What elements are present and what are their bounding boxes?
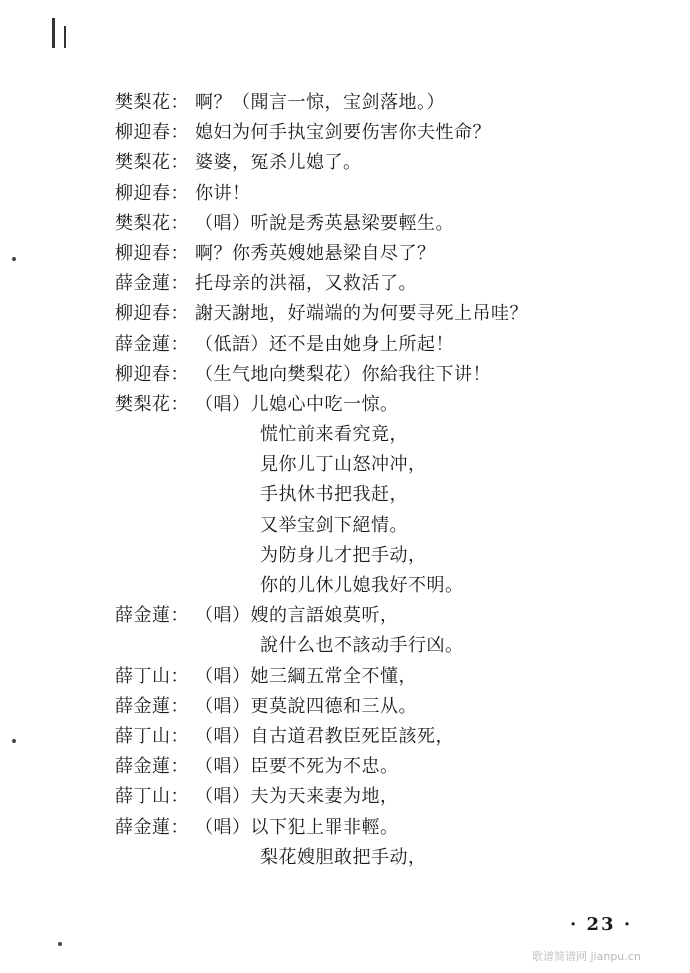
speech-text: （唱）夫为天来妻为地，: [195, 786, 399, 808]
speaker-name: 柳迎春：: [115, 242, 189, 264]
speaker-name: 薛金蓮：: [115, 273, 189, 295]
speaker-name: 柳迎春：: [115, 303, 189, 325]
speaker-name: 樊梨花：: [115, 393, 189, 415]
dialogue-line: [115, 148, 655, 178]
speaker-name: 薛丁山：: [115, 725, 189, 747]
dialogue-line: [115, 450, 655, 480]
speech-text: （唱）自古道君教臣死臣該死，: [195, 725, 454, 747]
speech-text: （唱）听說是秀英悬梁要輕生。: [195, 212, 454, 234]
dialogue-line: [115, 692, 655, 722]
dialogue-line: [115, 813, 655, 843]
speech-text: 謝天謝地，好端端的为何要寻死上吊哇？: [195, 303, 528, 325]
dialogue-line: [115, 420, 655, 450]
speech-text: 你的儿休儿媳我好不明。: [260, 575, 464, 596]
dialogue-line: [115, 269, 655, 299]
dialogue-line: [115, 209, 655, 239]
speech-text: （低語）还不是由她身上所起！: [195, 333, 454, 355]
speaker-name: 樊梨花：: [115, 92, 189, 113]
speaker-name: 薛金蓮：: [115, 816, 189, 838]
speaker-name: 薛金蓮：: [115, 695, 189, 717]
dialogue-line: [115, 511, 655, 541]
speech-text: 說什么也不該动手行凶。: [260, 635, 464, 657]
speech-text: 又举宝剑下絕情。: [260, 514, 408, 536]
dialogue-line: [115, 239, 655, 269]
scan-dot: [12, 739, 16, 743]
speech-text: 托母亲的洪福，又救活了。: [195, 273, 417, 295]
dialogue-line: [115, 601, 655, 631]
scan-mark: [64, 26, 66, 48]
scan-dot: [12, 257, 16, 261]
dialogue-line: [115, 299, 655, 329]
speaker-name: 薛金蓮：: [115, 605, 189, 627]
dialogue-line: [115, 480, 655, 510]
dialogue-line: [115, 360, 655, 390]
dialogue-line: [115, 722, 655, 752]
speaker-name: 柳迎春：: [115, 363, 189, 385]
dialogue-line: [115, 88, 655, 118]
speech-text: （唱）更莫說四德和三从。: [195, 695, 417, 717]
speech-text: 啊？你秀英嫂她悬梁自尽了？: [195, 242, 436, 264]
speech-text: 婆婆，冤杀儿媳了。: [195, 152, 362, 174]
speech-text: （唱）嫂的言語娘莫听，: [195, 605, 399, 627]
watermark: 歌谱简谱网 jianpu.cn: [532, 950, 641, 963]
speaker-name: 樊梨花：: [115, 212, 189, 234]
dialogue-line: [115, 390, 655, 420]
dialogue-line: [115, 571, 655, 601]
dialogue-line: [115, 330, 655, 360]
speaker-name: 薛丁山：: [115, 665, 189, 687]
speech-text: 媳妇为何手执宝剑要伤害你夫性命？: [195, 122, 491, 144]
speech-text: （唱）臣要不死为不忠。: [195, 756, 399, 778]
speech-text: （唱）以下犯上罪非輕。: [195, 816, 399, 838]
dialogue-lines: [115, 88, 655, 873]
speech-text: 为防身儿才把手动，: [260, 544, 427, 566]
dialogue-line: [115, 782, 655, 812]
speech-text: （生气地向樊梨花）你給我往下讲！: [195, 363, 491, 385]
dialogue-line: [115, 752, 655, 782]
speech-text: （唱）儿媳心中吃一惊。: [195, 393, 399, 415]
dialogue-line: [115, 541, 655, 571]
dialogue-line: [115, 843, 655, 873]
speaker-name: 柳迎春：: [115, 182, 189, 204]
dialogue-line: [115, 179, 655, 209]
speech-text: 梨花嫂胆敢把手动，: [260, 846, 427, 868]
speech-text: 慌忙前来看究竟，: [260, 424, 408, 446]
dialogue-line: [115, 631, 655, 661]
dialogue-line: [115, 662, 655, 692]
page-number: · 23 ·: [570, 914, 633, 935]
speaker-name: 樊梨花：: [115, 152, 189, 174]
speaker-name: 薛金蓮：: [115, 333, 189, 355]
speech-text: 啊？（聞言一惊，宝剑落地。）: [195, 92, 445, 113]
speech-text: 手执休书把我赶，: [260, 484, 408, 506]
speaker-name: 柳迎春：: [115, 122, 189, 144]
speech-text: （唱）她三綱五常全不懂，: [195, 665, 417, 687]
speaker-name: 薛金蓮：: [115, 756, 189, 778]
scan-dot: [58, 942, 62, 946]
speech-text: 你讲！: [195, 182, 251, 204]
speaker-name: 薛丁山：: [115, 786, 189, 808]
speech-text: 見你儿丁山怒冲冲，: [260, 454, 427, 476]
scan-mark: [52, 18, 55, 48]
dialogue-line: [115, 118, 655, 148]
